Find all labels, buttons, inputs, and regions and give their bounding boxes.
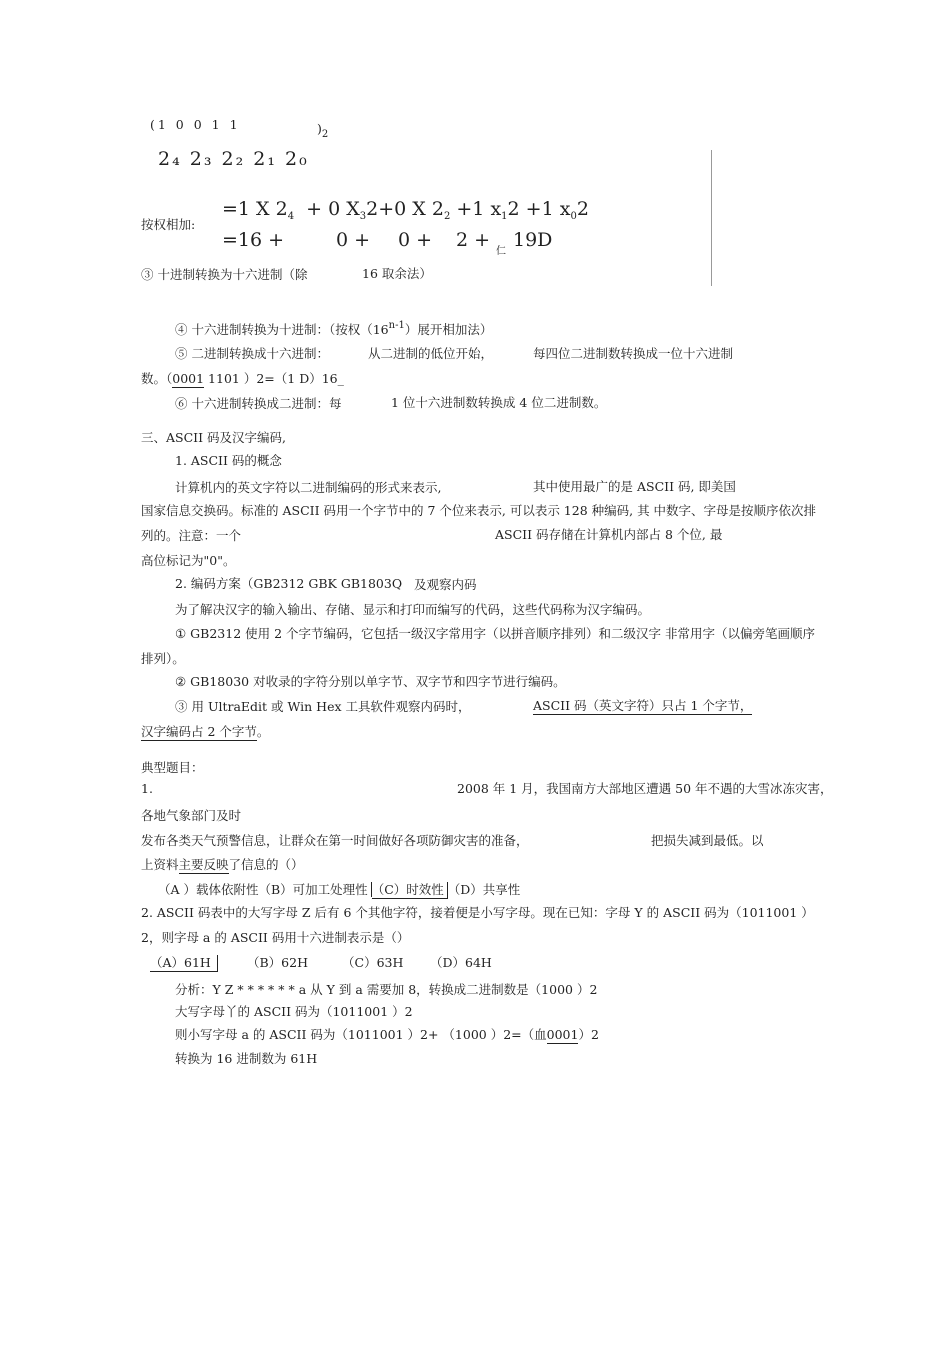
question-1-text-c: 发布各类天气预警信息，让群众在第一时间做好各项防御灾害的准备， xyxy=(141,833,529,848)
question-2-option-c: （C）63H xyxy=(342,955,404,970)
step-5-desc-b: 每四位二进制数转换成一位十六进制 xyxy=(533,346,734,361)
item-ultraedit-a: ③ 用 UltraEdit 或 Win Hex 工具软件观察内码时， xyxy=(175,699,471,714)
subsection-encoding: 2. 编码方案（GB2312 GBK GB1803Q xyxy=(175,576,403,591)
subsection-ascii-concept: 1. ASCII 码的概念 xyxy=(175,453,282,468)
question-1-text-a: 2008 年 1 月，我国南方大部地区遭遇 50 年不遇的大雪冰冻灾害， xyxy=(457,781,833,796)
para-2: 为了解决汉字的输入输出、存储、显示和打印而编写的代码，这些代码称为汉字编码。 xyxy=(175,602,651,617)
step-6-title: ⑥ 十六进制转换成二进制：每 xyxy=(175,396,342,411)
para-1-a: 计算机内的英文字符以二进制编码的形式来表示, xyxy=(175,480,442,495)
item-gb2312-cont: 排列）。 xyxy=(141,651,185,666)
step-3-method: 16 取余法） xyxy=(362,266,432,281)
question-2-text-b: 2，则字母 a 的 ASCII 码用十六进制表示是（） xyxy=(141,930,410,945)
sum-result-mark: 仁 xyxy=(496,246,506,257)
step-5-desc-a: 从二进制的低位开始， xyxy=(368,346,494,361)
item-ultraedit-c: 汉字编码占 2 个字节。 xyxy=(141,724,270,739)
subsection-encoding-b: 及观察内码 xyxy=(414,577,477,592)
step-5-example: 数。（0001 1101 ）2=（1 D）16_ xyxy=(141,371,344,386)
sum-result-d: 2 + xyxy=(456,229,491,251)
question-2-option-b: （B）62H xyxy=(247,955,308,970)
binary-number-start: (1 0 0 1 1 xyxy=(150,117,241,132)
margin-vertical-rule xyxy=(711,150,712,286)
step-4: ④ 十六进制转换为十进制：（按权（16$^{n-1}$）展开相加法） xyxy=(175,320,493,337)
sum-result-e: 19D xyxy=(513,229,553,251)
step-3-title: ③ 十进制转换为十六进制（除 xyxy=(141,267,308,282)
typical-questions-heading: 典型题目： xyxy=(141,760,204,775)
question-1-text-d: 把损失减到最低。以 xyxy=(651,833,764,848)
question-2-option-d: （D）64H xyxy=(430,955,492,970)
step-5-title: ⑤ 二进制转换成十六进制： xyxy=(175,346,329,361)
sum-result-c: 0 + xyxy=(398,229,433,251)
section-3-heading: 三、ASCII 码及汉字编码, xyxy=(141,430,286,445)
sum-result-a: =16 + xyxy=(222,229,285,251)
analysis-line-3: 则小写字母 a 的 ASCII 码为（1011001 ）2+ （1000 ）2=（血0001）2 xyxy=(175,1027,599,1042)
para-1-c: 国家信息交换码。标准的 ASCII 码用一个字节中的 7 个位来表示, 可以表示 128 种编码, 其 中数字、字母是按顺序依次排 xyxy=(141,503,817,518)
para-1-f: 高位标记为"0"。 xyxy=(141,553,236,568)
weighted-sum-expression: =1 X $2_4 + 0$ $X_32+0$ X $2_2 +1$ $x_12 +1$ $x_02$ xyxy=(222,198,589,222)
binary-number-end: )$_2$ xyxy=(317,121,329,140)
analysis-line-4: 转换为 16 进制数为 61H xyxy=(175,1051,318,1066)
question-1-text-b: 各地气象部门及时 xyxy=(141,808,242,823)
para-1-e: ASCII 码存储在计算机内部占 8 个位, 最 xyxy=(495,527,723,542)
question-2-option-a: （A）61H xyxy=(150,955,218,971)
question-1-options: （A ）载体依附性（B）可加工处理性 （C）时效性 （D）共享性 xyxy=(158,882,521,897)
weighted-sum-label: 按权相加: xyxy=(141,217,196,232)
analysis-line-2: 大写字母丫的 ASCII 码为（1011001 ）2 xyxy=(175,1004,413,1019)
question-2-text-a: 2. ASCII 码表中的大写字母 Z 后有 6 个其他字符，接着便是小写字母。现在已知：字母 Y 的 ASCII 码为（1011001 ） xyxy=(141,905,814,920)
item-gb18030: ② GB18030 对收录的字符分别以单字节、双字节和四字节进行编码。 xyxy=(175,674,566,689)
para-1-b: 其中使用最广的是 ASCII 码, 即美国 xyxy=(533,479,736,494)
sum-result-b: 0 + xyxy=(336,229,371,251)
step-6-desc: 1 位十六进制数转换成 4 位二进制数。 xyxy=(391,395,607,410)
power-weights: 2₄ 2₃ 2₂ 2₁ 2₀ xyxy=(158,148,309,170)
para-1-d: 列的。注意：一个 xyxy=(141,528,242,543)
item-gb2312: ① GB2312 使用 2 个字节编码，它包括一级汉字常用字（以拼音顺序排列）和二级汉字 非常用字（以偏旁笔画顺序 xyxy=(175,626,816,641)
question-1-text-e: 上资料主要反映了信息的（） xyxy=(141,857,304,872)
item-ultraedit-b: ASCII 码（英文字符）只占 1 个字节， xyxy=(533,698,753,713)
analysis-line-1: 分析：Y Z * * * * * * a 从 Y 到 a 需要加 8，转换成二进制数是（1000 ）2 xyxy=(175,982,598,997)
question-1-number: 1. xyxy=(141,781,153,796)
